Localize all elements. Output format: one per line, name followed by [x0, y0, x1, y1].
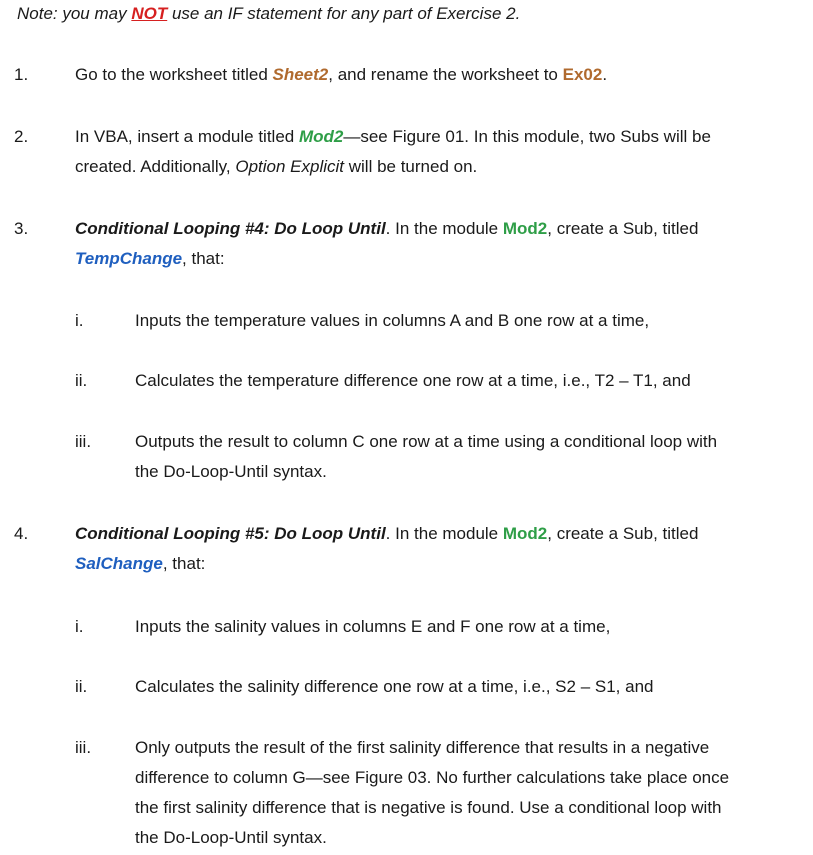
sub-name-tempchange: TempChange [75, 249, 183, 268]
module-name: Mod2 [502, 524, 548, 543]
item-3-sub-iii-text-line1: Outputs the result to column C one row at a time using a conditional loop with [135, 432, 718, 451]
item-3-text-line1: Conditional Looping #4: Do Loop Until. In the module Mod2, create a Sub, titled [75, 219, 699, 238]
item-3-heading: Conditional Looping #4: Do Loop Until [75, 219, 386, 238]
note-emphasis: NOT [131, 4, 168, 23]
exercise-note [17, 4, 520, 24]
item-4-sub-iii-text-line1: Only outputs the result of the first salinity difference that results in a negative [135, 738, 710, 757]
item-3-sub-iii-text-line2: the Do-Loop-Until syntax. [135, 462, 327, 481]
item-4-sub-iii-number: iii. [75, 738, 92, 757]
sheet-name: Sheet2 [272, 65, 329, 84]
item-2-text-line1: In VBA, insert a module titled Mod2—see Figure 01. In this module, two Subs will be [75, 127, 711, 146]
module-name: Mod2 [502, 219, 548, 238]
item-4-sub-iii-text-line3: the first salinity difference that is negative is found. Use a conditional loop with [135, 798, 722, 817]
item-3-text-line2: TempChange, that: [75, 249, 225, 268]
item-1-text: Go to the worksheet titled Sheet2, and rename the worksheet to Ex02. [75, 65, 608, 84]
item-4-sub-i-number: i. [75, 617, 84, 636]
sub-name-salchange: SalChange [75, 554, 163, 573]
item-4-heading: Conditional Looping #5: Do Loop Until [75, 524, 386, 543]
worksheet-name: Ex02 [562, 65, 603, 84]
item-3-sub-i-text: Inputs the temperature values in columns A and B one row at a time, [135, 311, 650, 330]
item-2-text-line2: created. Additionally, Option Explicit will be turned on. [75, 157, 478, 176]
item-3-sub-ii-number: ii. [75, 371, 88, 390]
item-3-sub-iii-number: iii. [75, 432, 92, 451]
item-3-sub-i-number: i. [75, 311, 84, 330]
item-4-number: 4. [14, 524, 29, 543]
module-name: Mod2 [298, 127, 344, 146]
item-1-number: 1. [14, 65, 29, 84]
item-4-text-line1: Conditional Looping #5: Do Loop Until. In the module Mod2, create a Sub, titled [75, 524, 699, 543]
item-2-number: 2. [14, 127, 29, 146]
item-3-sub-ii-text: Calculates the temperature difference one row at a time, i.e., T2 – T1, and [135, 371, 691, 390]
item-4-sub-ii-number: ii. [75, 677, 88, 696]
item-3-number: 3. [14, 219, 29, 238]
item-4-sub-ii-text: Calculates the salinity difference one row at a time, i.e., S2 – S1, and [135, 677, 654, 696]
item-4-text-line2: SalChange, that: [75, 554, 206, 573]
item-4-sub-i-text: Inputs the salinity values in columns E and F one row at a time, [135, 617, 611, 636]
note-prefix: Note: you may [17, 4, 132, 23]
item-4-sub-iii-text-line4: the Do-Loop-Until syntax. [135, 828, 327, 847]
option-explicit: Option Explicit [235, 157, 345, 176]
note-suffix: use an IF statement for any part of Exercise 2. [167, 4, 521, 23]
item-4-sub-iii-text-line2: difference to column G—see Figure 03. No further calculations take place once [135, 768, 730, 787]
